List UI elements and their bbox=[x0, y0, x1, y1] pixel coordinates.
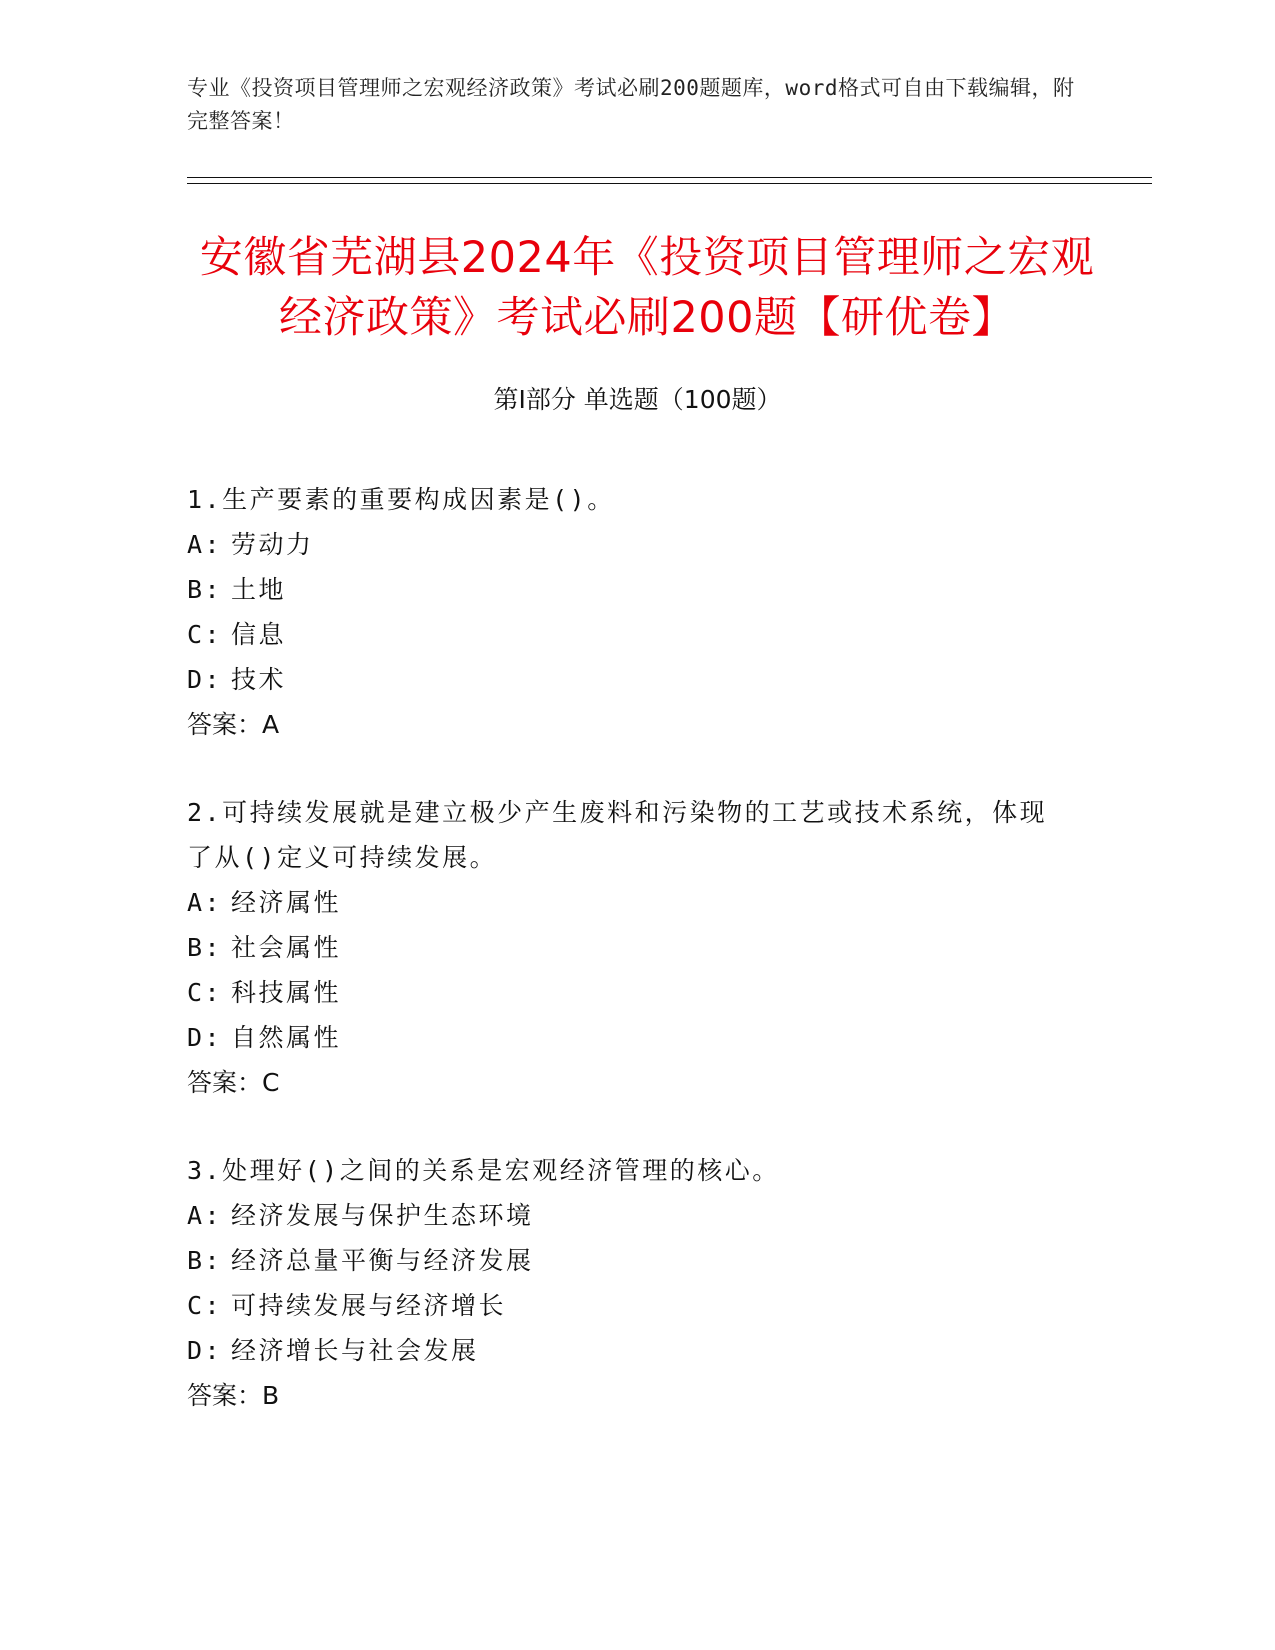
option-letter: A: bbox=[187, 888, 223, 917]
question-stem: 1.生产要素的重要构成因素是()。 bbox=[187, 485, 615, 514]
question-1 bbox=[187, 477, 1067, 747]
option-text: 经济总量平衡与经济发展 bbox=[231, 1246, 534, 1275]
option-letter: D: bbox=[187, 1336, 223, 1365]
option-letter: A: bbox=[187, 530, 223, 559]
question-list bbox=[187, 477, 1067, 1461]
answer-line: 答案：B bbox=[187, 1381, 280, 1410]
option-letter: C: bbox=[187, 978, 223, 1007]
option-letter: B: bbox=[187, 1246, 223, 1275]
header-rule-bottom bbox=[187, 183, 1152, 184]
option-text: 科技属性 bbox=[231, 978, 342, 1007]
question-2 bbox=[187, 790, 1067, 1105]
header-note: 专业《投资项目管理师之宏观经济政策》考试必刷200题题库，word格式可自由下载编辑，附完整答案！ bbox=[187, 76, 1075, 133]
header-rule-top bbox=[187, 177, 1152, 178]
question-3 bbox=[187, 1148, 1067, 1418]
question-stem: 2.可持续发展就是建立极少产生废料和污染物的工艺或技术系统，体现了从()定义可持续发展。 bbox=[187, 798, 1048, 872]
option-a bbox=[187, 522, 1067, 567]
option-letter: B: bbox=[187, 575, 223, 604]
option-a bbox=[187, 880, 1067, 925]
section-heading: 第Ⅰ部分 单选题（100题） bbox=[493, 385, 782, 414]
option-text: 经济发展与保护生态环境 bbox=[231, 1201, 534, 1230]
option-text: 劳动力 bbox=[231, 530, 314, 559]
option-d bbox=[187, 1328, 1067, 1373]
option-letter: C: bbox=[187, 1291, 223, 1320]
option-letter: C: bbox=[187, 620, 223, 649]
question-stem: 3.处理好()之间的关系是宏观经济管理的核心。 bbox=[187, 1156, 780, 1185]
option-d bbox=[187, 1015, 1067, 1060]
option-c bbox=[187, 970, 1067, 1015]
answer-line: 答案：C bbox=[187, 1068, 280, 1097]
option-text: 土地 bbox=[231, 575, 287, 604]
option-text: 技术 bbox=[231, 665, 287, 694]
option-letter: D: bbox=[187, 1023, 223, 1052]
option-text: 社会属性 bbox=[231, 933, 342, 962]
option-letter: A: bbox=[187, 1201, 223, 1230]
document-title: 安徽省芜湖县2024年《投资项目管理师之宏观经济政策》考试必刷200题【研优卷】 bbox=[199, 233, 1095, 343]
option-a bbox=[187, 1193, 1067, 1238]
option-b bbox=[187, 1238, 1067, 1283]
option-d bbox=[187, 657, 1067, 702]
answer-line: 答案：A bbox=[187, 710, 280, 739]
option-letter: B: bbox=[187, 933, 223, 962]
option-c bbox=[187, 1283, 1067, 1328]
option-text: 经济增长与社会发展 bbox=[231, 1336, 479, 1365]
option-letter: D: bbox=[187, 665, 223, 694]
option-b bbox=[187, 567, 1067, 612]
option-c bbox=[187, 612, 1067, 657]
option-text: 经济属性 bbox=[231, 888, 342, 917]
option-text: 可持续发展与经济增长 bbox=[231, 1291, 507, 1320]
option-text: 信息 bbox=[231, 620, 287, 649]
option-b bbox=[187, 925, 1067, 970]
option-text: 自然属性 bbox=[231, 1023, 342, 1052]
